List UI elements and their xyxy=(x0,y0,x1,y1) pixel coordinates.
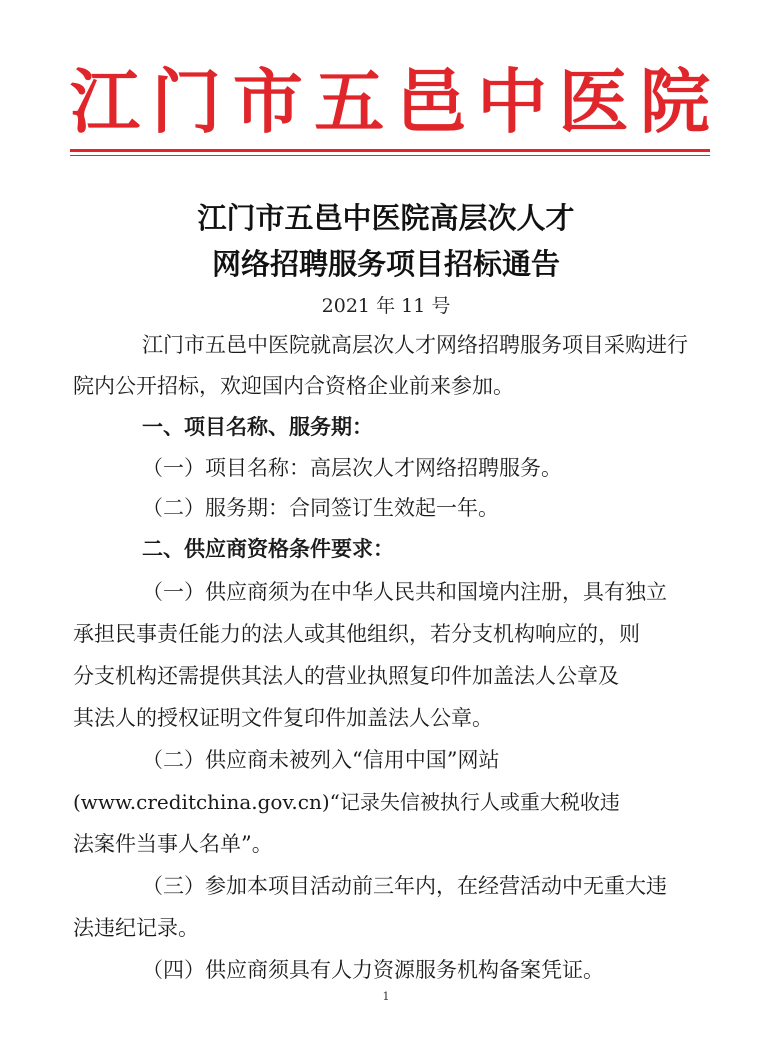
body-paragraph-line: （一）供应商须为在中华人民共和国境内注册，具有独立 xyxy=(142,580,667,604)
masthead-char: 医 xyxy=(558,60,629,143)
body-paragraph-line: 江门市五邑中医院就高层次人才网络招聘服务项目采购进行 xyxy=(142,333,688,357)
body-paragraph-line: （二）服务期：合同签订生效起一年。 xyxy=(142,496,499,520)
masthead-char: 五 xyxy=(314,60,385,143)
body-paragraph-line: （四）供应商须具有人力资源服务机构备案凭证。 xyxy=(142,958,604,982)
masthead-char: 中 xyxy=(477,60,548,143)
body-paragraph-line: (www.creditchina.gov.cn)“记录失信被执行人或重大税收违 xyxy=(73,790,620,814)
document-title-line-2: 网络招聘服务项目招标通告 xyxy=(211,247,560,281)
document-number: 2021 年 11 号 xyxy=(321,295,451,317)
section-heading: 二、供应商资格条件要求： xyxy=(142,536,394,561)
body-paragraph-line: 分支机构还需提供其法人的营业执照复印件加盖法人公章及 xyxy=(73,664,619,688)
body-paragraph-line: （三）参加本项目活动前三年内，在经营活动中无重大违 xyxy=(142,874,667,898)
document-title-line-1: 江门市五邑中医院高层次人才 xyxy=(197,201,575,235)
masthead-char: 江 xyxy=(70,60,140,143)
body-paragraph-line: 院内公开招标，欢迎国内合资格企业前来参加。 xyxy=(73,374,514,398)
body-paragraph-line: 其法人的授权证明文件复印件加盖法人公章。 xyxy=(73,706,493,730)
body-paragraph-line: 法案件当事人名单”。 xyxy=(73,832,273,856)
body-paragraph-line: （二）供应商未被列入“信用中国”网站 xyxy=(142,748,500,772)
body-paragraph-line: 法违纪记录。 xyxy=(73,916,199,940)
body-paragraph-line: （一）项目名称：高层次人才网络招聘服务。 xyxy=(142,456,562,480)
masthead-char: 门 xyxy=(151,60,222,143)
masthead-char: 院 xyxy=(639,60,710,143)
masthead-char: 邑 xyxy=(395,60,466,143)
masthead-rule-thin xyxy=(70,155,710,156)
masthead xyxy=(70,52,710,152)
body-paragraph-line: 承担民事责任能力的法人或其他组织，若分支机构响应的，则 xyxy=(73,622,640,646)
section-heading: 一、项目名称、服务期： xyxy=(142,414,373,439)
page-number: 1 xyxy=(382,990,390,1003)
masthead-char: 市 xyxy=(232,60,303,143)
masthead-rule-thick xyxy=(70,149,710,152)
